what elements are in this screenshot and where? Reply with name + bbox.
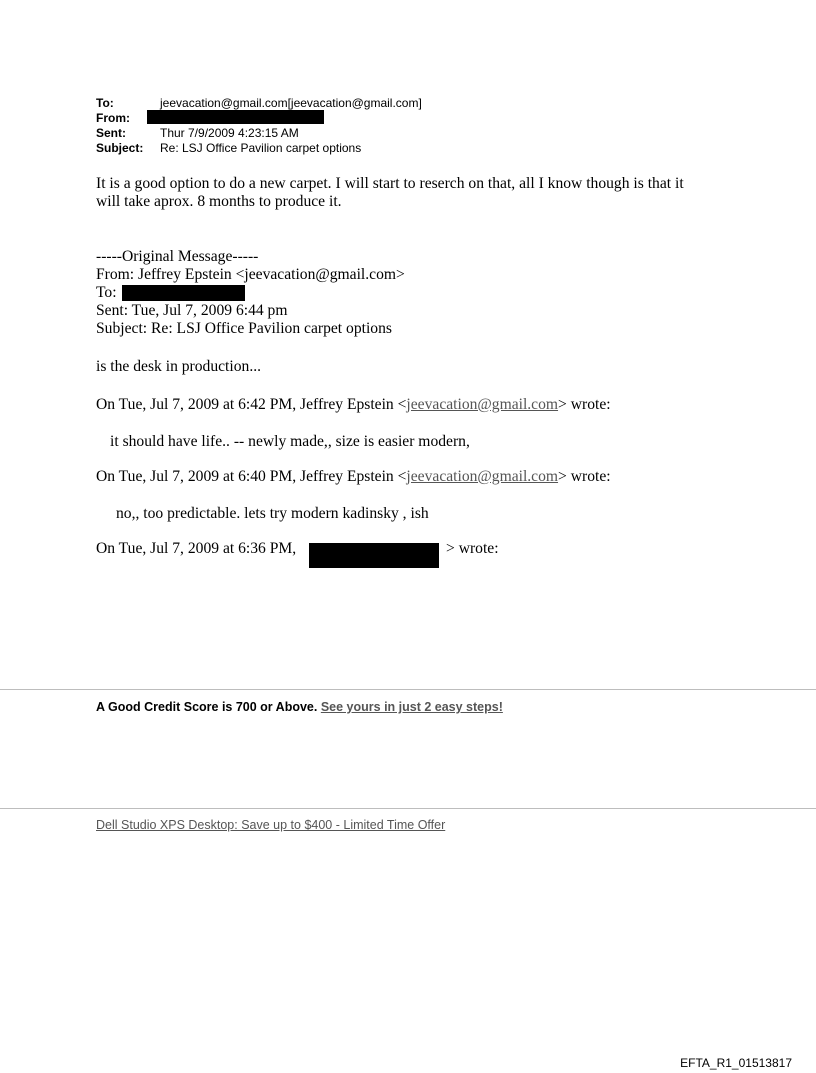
ad-link[interactable]: See yours in just 2 easy steps! (320, 700, 503, 714)
email-link[interactable]: jeevacation@gmail.com (406, 396, 559, 413)
sent-label: Sent: (96, 126, 126, 140)
message-text: is the desk in production... (96, 358, 262, 375)
quote-prefix: On Tue, Jul 7, 2009 at 6:40 PM, Jeffrey Epstein < (96, 468, 407, 485)
divider-line (0, 808, 816, 809)
dell-ad-link[interactable]: Dell Studio XPS Desktop: Save up to $400 - Limited Time Offer (96, 818, 446, 832)
original-to-row (96, 284, 117, 302)
subject-label: Subject: (96, 141, 144, 155)
reply-line-1: It is a good option to do a new carpet. I will start to reserch on that, all I know though is that it (96, 175, 684, 192)
original-subject: Subject: Re: LSJ Office Pavilion carpet options (96, 320, 392, 337)
redaction-block (309, 543, 439, 568)
document-id: EFTA_R1_01513817 (680, 1056, 792, 1070)
quote-prefix: On Tue, Jul 7, 2009 at 6:42 PM, Jeffrey Epstein < (96, 396, 407, 413)
divider-line (0, 689, 816, 690)
message-text: no,, too predictable. lets try modern kadinsky , ish (116, 505, 429, 522)
from-label: From: (96, 111, 130, 125)
sent-value: Thur 7/9/2009 4:23:15 AM (160, 126, 299, 140)
original-sent: Sent: Tue, Jul 7, 2009 6:44 pm (96, 302, 288, 319)
quote-suffix: > wrote: (446, 540, 499, 557)
redaction-block (122, 285, 245, 301)
quote-prefix: On Tue, Jul 7, 2009 at 6:36 PM, (96, 540, 297, 557)
ad-text: A Good Credit Score is 700 or Above. (96, 700, 318, 714)
quote-suffix: > wrote: (558, 468, 611, 485)
to-value: jeevacation@gmail.com[jeevacation@gmail.com] (160, 96, 422, 110)
quote-attribution (96, 396, 611, 414)
reply-line-2: will take aprox. 8 months to produce it. (96, 193, 342, 210)
original-divider: -----Original Message----- (96, 248, 259, 265)
email-link[interactable]: jeevacation@gmail.com (406, 468, 559, 485)
to-label: To: (96, 96, 114, 110)
subject-value: Re: LSJ Office Pavilion carpet options (160, 141, 362, 155)
message-text: it should have life.. -- newly made,, size is easier modern, (110, 433, 470, 450)
original-to-label: To: (96, 284, 117, 301)
original-from: From: Jeffrey Epstein <jeevacation@gmail.com> (96, 266, 405, 283)
quote-suffix: > wrote: (558, 396, 611, 413)
quote-attribution (96, 468, 611, 486)
redaction-block (147, 110, 324, 124)
credit-score-ad (96, 700, 503, 714)
